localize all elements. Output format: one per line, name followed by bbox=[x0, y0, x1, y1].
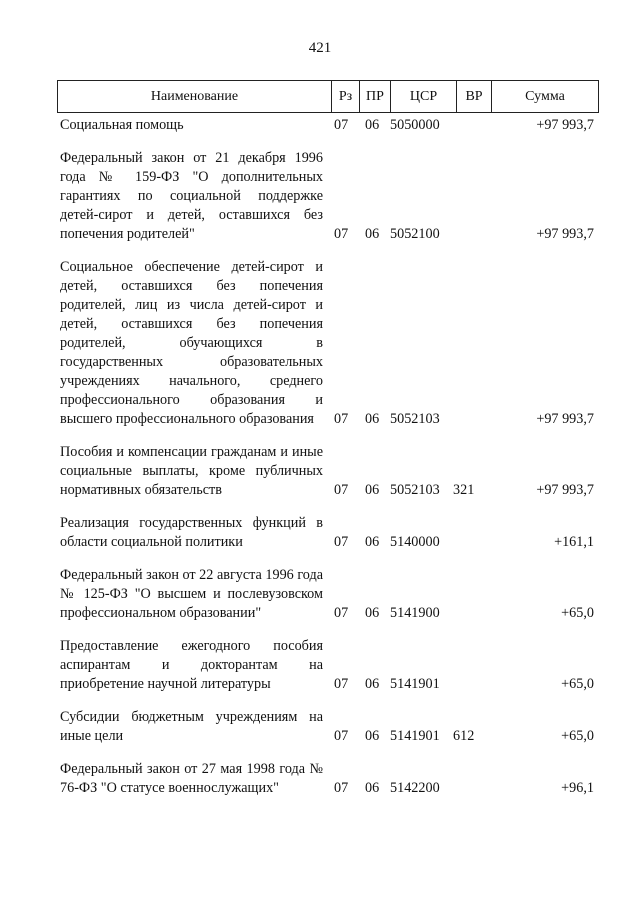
row-csr-code: 5142200 bbox=[390, 780, 440, 796]
row-sum-value: +97 993,7 bbox=[536, 411, 594, 427]
header-sum: Сумма bbox=[491, 81, 598, 112]
row-rz-code: 07 bbox=[334, 411, 349, 427]
row-vr-code: 321 bbox=[453, 482, 475, 498]
row-pr-code: 06 bbox=[365, 482, 380, 498]
page-number: 421 bbox=[308, 40, 332, 56]
row-name: Субсидии бюджетным учреждениям на иные цели bbox=[60, 709, 323, 744]
row-rz-code: 07 bbox=[334, 780, 349, 796]
row-sum-value: +65,0 bbox=[561, 676, 594, 692]
row-rz-code: 07 bbox=[334, 534, 349, 550]
row-csr-code: 5141901 bbox=[390, 728, 440, 744]
row-csr-code: 5140000 bbox=[390, 534, 440, 550]
table-row bbox=[60, 566, 594, 623]
row-name: Федеральный закон от 27 мая 1998 года № 76-ФЗ "О статусе военнослужащих" bbox=[60, 761, 323, 796]
table-row bbox=[60, 149, 594, 244]
table-row bbox=[60, 708, 594, 746]
row-pr-code: 06 bbox=[365, 676, 380, 692]
row-pr-code: 06 bbox=[365, 411, 380, 427]
row-name: Федеральный закон от 21 декабря 1996 года № 159-ФЗ "О дополнительных гарантиях по социальной поддержке детей-сирот и детей, оставшихся без попечения родителей" bbox=[60, 150, 323, 242]
row-name: Реализация государственных функций в области социальной политики bbox=[60, 515, 323, 550]
row-csr-code: 5052100 bbox=[390, 226, 440, 242]
table-row bbox=[60, 637, 594, 694]
row-csr-code: 5052103 bbox=[390, 411, 440, 427]
table-row bbox=[60, 760, 594, 798]
row-name: Пособия и компенсации гражданам и иные социальные выплаты, кроме публичных нормативных обязательств bbox=[60, 444, 323, 498]
row-sum-value: +65,0 bbox=[561, 728, 594, 744]
row-csr-code: 5052103 bbox=[390, 482, 440, 498]
header-name: Наименование bbox=[150, 88, 239, 104]
row-name: Федеральный закон от 22 августа 1996 года № 125-ФЗ "О высшем и послевузовском профессиональном образовании" bbox=[60, 567, 323, 621]
row-pr-code: 06 bbox=[365, 226, 380, 242]
row-pr-code: 06 bbox=[365, 605, 380, 621]
row-pr-code: 06 bbox=[365, 534, 380, 550]
header-rz: Рз bbox=[331, 81, 359, 112]
table-body bbox=[60, 116, 594, 812]
row-rz-code: 07 bbox=[334, 728, 349, 744]
table-row bbox=[60, 116, 594, 135]
row-rz-code: 07 bbox=[334, 605, 349, 621]
table-row bbox=[60, 258, 594, 429]
row-csr-code: 5141900 bbox=[390, 605, 440, 621]
row-sum-value: +97 993,7 bbox=[536, 226, 594, 242]
row-name: Социальная помощь bbox=[60, 117, 184, 133]
header-pr: ПР bbox=[359, 81, 390, 112]
row-pr-code: 06 bbox=[365, 117, 380, 133]
table-header bbox=[57, 80, 599, 113]
header-csr: ЦСР bbox=[390, 81, 456, 112]
row-rz-code: 07 bbox=[334, 482, 349, 498]
row-sum-value: +96,1 bbox=[561, 780, 594, 796]
row-sum-value: +97 993,7 bbox=[536, 117, 594, 133]
row-sum-value: +161,1 bbox=[554, 534, 594, 550]
row-csr-code: 5050000 bbox=[390, 117, 440, 133]
row-rz-code: 07 bbox=[334, 676, 349, 692]
row-name: Социальное обеспечение детей-сирот и детей, оставшихся без попечения родителей, лиц из числа детей-сирот и детей, оставшихся без попечения родителей, обучающихся в государственных образовательных учреждениях начального, среднего профессионального образования и высшего профессионального образования bbox=[60, 259, 323, 427]
header-vr: ВР bbox=[456, 81, 491, 112]
row-sum-value: +65,0 bbox=[561, 605, 594, 621]
table-row bbox=[60, 443, 594, 500]
row-pr-code: 06 bbox=[365, 728, 380, 744]
row-rz-code: 07 bbox=[334, 226, 349, 242]
row-pr-code: 06 bbox=[365, 780, 380, 796]
row-sum-value: +97 993,7 bbox=[536, 482, 594, 498]
row-vr-code: 612 bbox=[453, 728, 475, 744]
row-rz-code: 07 bbox=[334, 117, 349, 133]
table-row bbox=[60, 514, 594, 552]
row-csr-code: 5141901 bbox=[390, 676, 440, 692]
row-name: Предоставление ежегодного пособия аспирантам и докторантам на приобретение научной литературы bbox=[60, 638, 323, 692]
